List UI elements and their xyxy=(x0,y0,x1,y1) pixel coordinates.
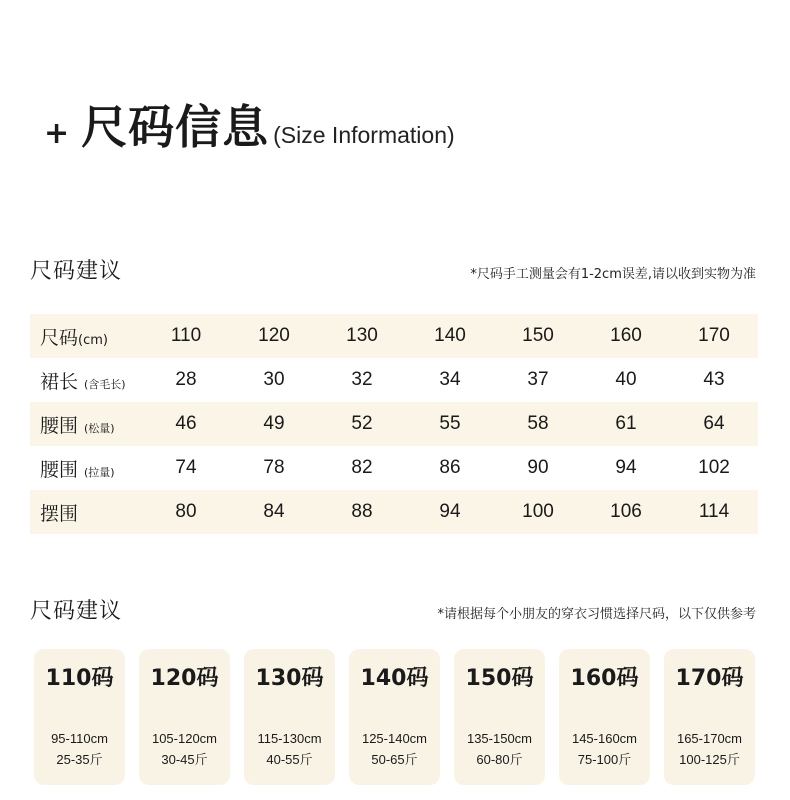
row-label xyxy=(30,323,142,350)
table-cell: 84 xyxy=(263,501,285,522)
table-cell: 46 xyxy=(175,413,197,434)
size-card xyxy=(139,649,230,785)
table-row xyxy=(30,402,758,446)
plus-icon: + xyxy=(44,116,70,151)
card-size: 160码 xyxy=(570,666,639,691)
table-cell: 28 xyxy=(175,369,197,390)
table-row xyxy=(30,358,758,402)
table-cell: 120 xyxy=(258,325,290,346)
table-cell: 37 xyxy=(527,369,549,390)
row-label xyxy=(30,367,142,394)
size-card xyxy=(349,649,440,785)
row-label-sub: (含毛长) xyxy=(84,377,126,391)
table-cell: 114 xyxy=(698,501,730,522)
row-label-main: 裙长 xyxy=(40,370,79,393)
table-cell: 170 xyxy=(698,325,730,346)
card-height: 165-170cm xyxy=(676,731,743,746)
size-table xyxy=(30,314,758,534)
card-size: 150码 xyxy=(465,666,534,691)
row-label-sub: (拉量) xyxy=(84,465,115,479)
table-cell: 52 xyxy=(351,413,373,434)
size-cards xyxy=(34,649,755,785)
row-label-main: 腰围 xyxy=(40,414,79,437)
size-section-header xyxy=(30,254,756,285)
table-cell: 58 xyxy=(527,413,549,434)
table-row xyxy=(30,446,758,490)
row-label xyxy=(30,455,142,482)
row-label-main: 腰围 xyxy=(40,458,79,481)
card-size: 170码 xyxy=(675,666,744,691)
card-size: 140码 xyxy=(360,666,429,691)
table-cell: 32 xyxy=(351,369,373,390)
table-cell: 130 xyxy=(346,325,378,346)
table-cell: 64 xyxy=(703,413,725,434)
table-header-row xyxy=(30,314,758,358)
table-cell: 82 xyxy=(351,457,373,478)
table-cell: 94 xyxy=(439,501,461,522)
row-label-unit: (cm) xyxy=(78,332,108,348)
size-card xyxy=(664,649,755,785)
table-cell: 40 xyxy=(615,369,637,390)
table-cell: 55 xyxy=(439,413,461,434)
table-cell: 34 xyxy=(439,369,461,390)
table-cell: 90 xyxy=(527,457,549,478)
table-cell: 150 xyxy=(522,325,554,346)
card-height: 145-160cm xyxy=(571,731,638,746)
size-card xyxy=(454,649,545,785)
size-section-note: *尺码手工测量会有1-2cm误差,请以收到实物为准 xyxy=(470,267,756,282)
table-cell: 102 xyxy=(698,457,730,478)
table-cell: 61 xyxy=(615,413,637,434)
table-cell: 88 xyxy=(351,501,373,522)
row-label-main: 尺码 xyxy=(40,326,79,349)
table-cell: 80 xyxy=(175,501,197,522)
card-size: 130码 xyxy=(255,666,324,691)
table-cell: 140 xyxy=(434,325,466,346)
card-weight: 50-65斤 xyxy=(371,752,418,767)
size-card xyxy=(559,649,650,785)
page-subtitle: (Size Information) xyxy=(273,122,455,148)
card-height: 135-150cm xyxy=(466,731,533,746)
card-weight: 30-45斤 xyxy=(161,752,208,767)
table-cell: 110 xyxy=(170,325,202,346)
recommendation-section-note: *请根据每个小朋友的穿衣习惯选择尺码，以下仅供参考 xyxy=(437,607,756,622)
row-label-sub: (松量) xyxy=(84,421,115,435)
table-cell: 30 xyxy=(263,369,285,390)
size-card xyxy=(34,649,125,785)
card-size: 120码 xyxy=(150,666,219,691)
recommendation-section-header xyxy=(30,594,756,625)
table-row xyxy=(30,490,758,534)
table-cell: 100 xyxy=(522,501,554,522)
table-cell: 74 xyxy=(175,457,197,478)
page-title: 尺码信息 xyxy=(81,100,270,154)
table-cell: 43 xyxy=(703,369,725,390)
size-section-title: 尺码建议 xyxy=(30,259,123,284)
table-cell: 160 xyxy=(610,325,642,346)
table-cell: 86 xyxy=(439,457,461,478)
recommendation-section-title: 尺码建议 xyxy=(30,599,123,624)
card-height: 95-110cm xyxy=(51,731,108,746)
row-label-main: 摆围 xyxy=(40,502,79,525)
card-weight: 60-80斤 xyxy=(476,752,523,767)
card-height: 105-120cm xyxy=(151,731,218,746)
row-label xyxy=(30,411,142,438)
card-size: 110码 xyxy=(45,666,114,691)
size-card xyxy=(244,649,335,785)
row-label xyxy=(30,499,142,526)
card-weight: 100-125斤 xyxy=(679,752,740,767)
card-weight: 25-35斤 xyxy=(56,752,103,767)
table-cell: 78 xyxy=(263,457,285,478)
table-cell: 106 xyxy=(610,501,642,522)
card-height: 115-130cm xyxy=(257,731,322,746)
table-cell: 94 xyxy=(615,457,637,478)
card-height: 125-140cm xyxy=(361,731,428,746)
page-header xyxy=(44,100,455,154)
card-weight: 40-55斤 xyxy=(266,752,313,767)
table-cell: 49 xyxy=(263,413,285,434)
card-weight: 75-100斤 xyxy=(577,752,632,767)
